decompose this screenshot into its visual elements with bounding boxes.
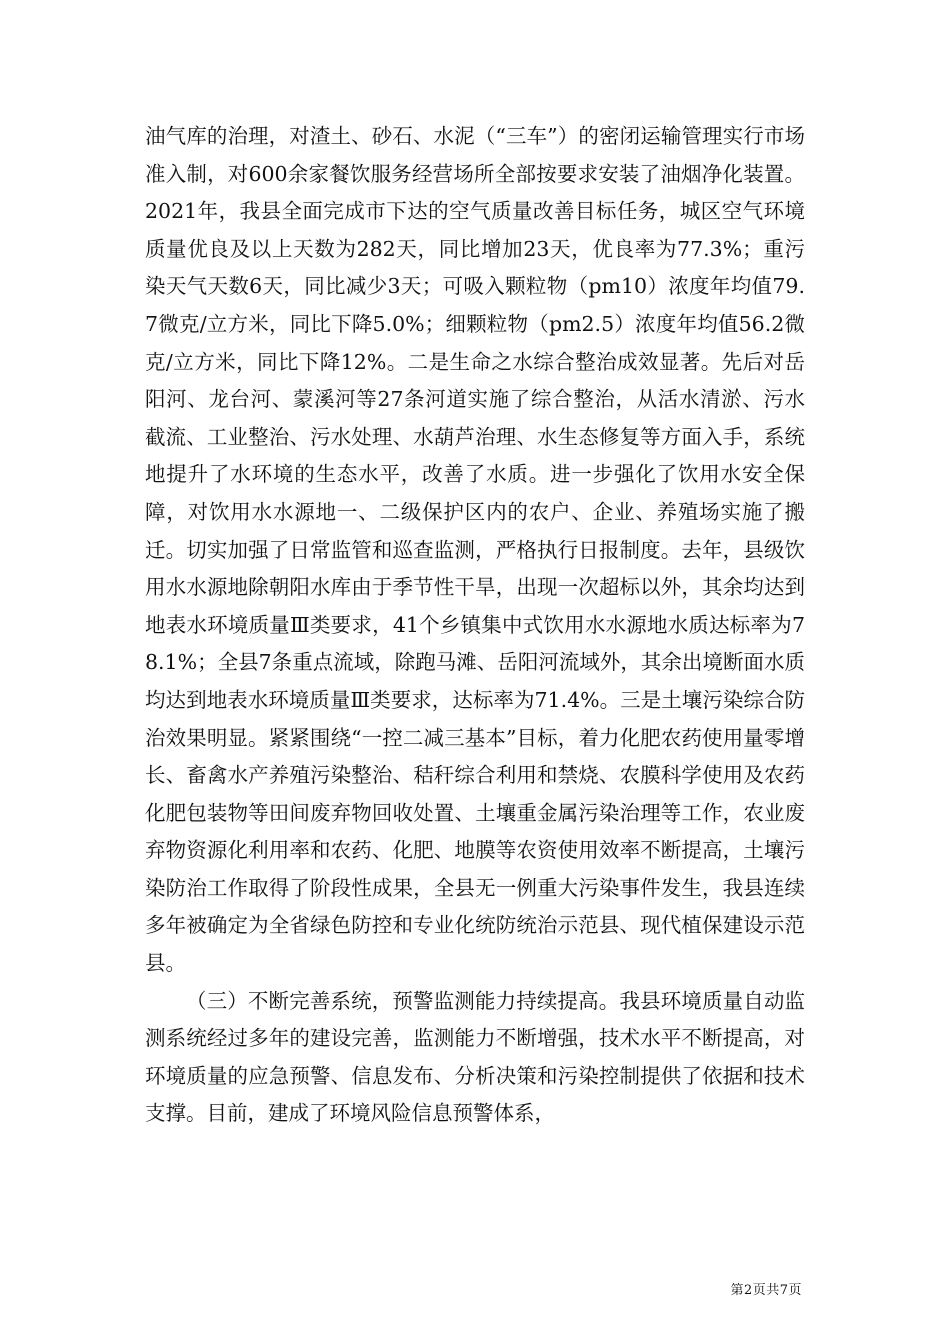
document-body (145, 118, 805, 1133)
page-number: 第2页共7页 (730, 1283, 802, 1298)
paragraph-section-three: （三）不断完善系统，预警监测能力持续提高。我县环境质量自动监测系统经过多年的建设完善，监测能力不断增强，技术水平不断提高，对环境质量的应急预警、信息发布、分析决策和污染控制提供了依据和技术支撑。目前，建成了环境风险信息预警体系， (145, 988, 805, 1126)
paragraph-continued: 油气库的治理，对渣土、砂石、水泥（“三车”）的密闭运输管理实行市场准入制，对600余家餐饮服务经营场所全部按要求安装了油烟净化装置。2021年，我县全面完成市下达的空气质量改善目标任务，城区空气环境质量优良及以上天数为282天，同比增加23天，优良率为77.3%；重污染天气天数6天，同比减少3天；可吸入颗粒物（pm10）浓度年均值79.7微克/立方米，同比下降5.0%；细颗粒物（pm2.5）浓度年均值56.2微克/立方米，同比下降12%。二是生命之水综合整治成效显著。先后对岳阳河、龙台河、蒙溪河等27条河道实施了综合整治，从活水清淤、污水截流、工业整治、污水处理、水葫芦治理、水生态修复等方面入手，系统地提升了水环境的生态水平，改善了水质。进一步强化了饮用水安全保障，对饮用水水源地一、二级保护区内的农户、企业、养殖场实施了搬迁。切实加强了日常监管和巡查监测，严格执行日报制度。去年，县级饮用水水源地除朝阳水库由于季节性干旱，出现一次超标以外，其余均达到地表水环境质量Ⅲ类要求，41个乡镇集中式饮用水水源地水质达标率为78.1%；全县7条重点流域，除跑马滩、岳阳河流域外，其余出境断面水质均达到地表水环境质量Ⅲ类要求，达标率为71.4%。三是土壤污染综合防治效果明显。紧紧围绕“一控二减三基本”目标，着力化肥农药使用量零增长、畜禽水产养殖污染整治、秸秆综合利用和禁烧、农膜科学使用及农药化肥包装物等田间废弃物回收处置、土壤重金属污染治理等工作，农业废弃物资源化利用率和农药、化肥、地膜等农资使用效率不断提高，土壤污染防治工作取得了阶段性成果，全县无一例重大污染事件发生，我县连续多年被确定为全省绿色防控和专业化统防统治示范县、现代植保建设示范县。 (145, 124, 805, 976)
